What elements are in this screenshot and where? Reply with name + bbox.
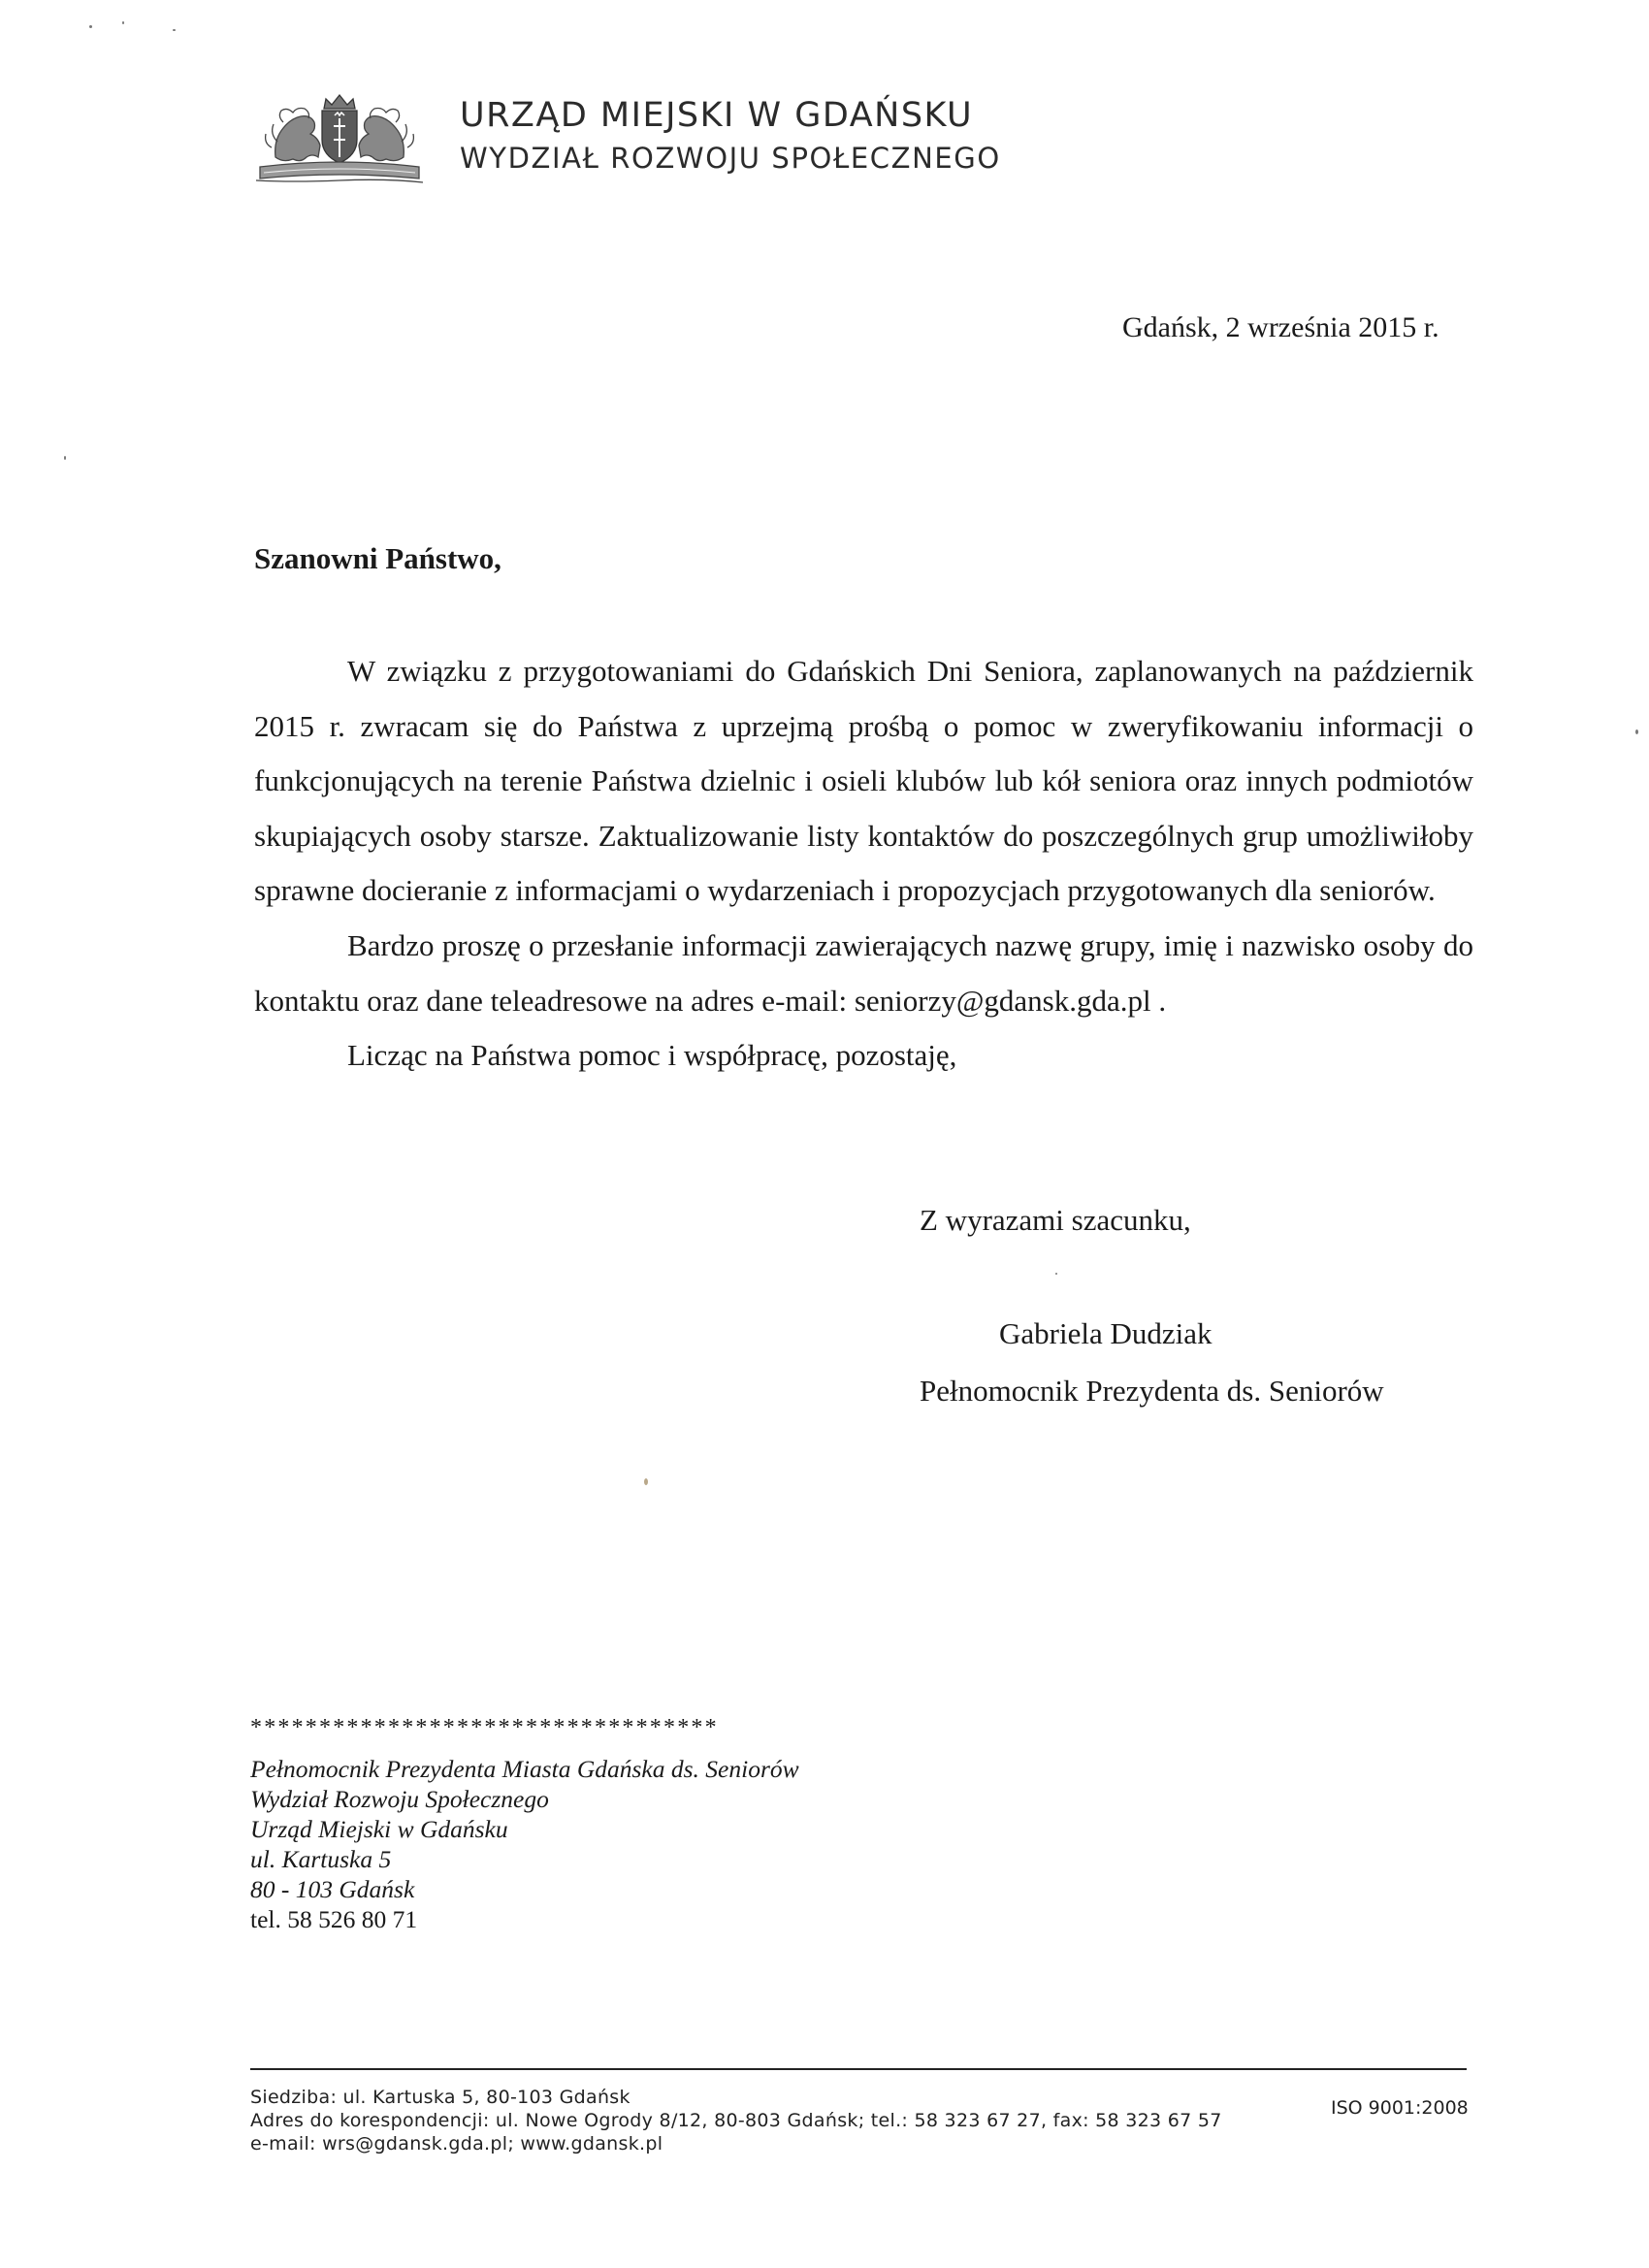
base-footer-correspondence: Adres do korespondencji: ul. Nowe Ogrody 8/12, 80-803 Gdańsk; tel.: 58 323 67 27, fax: 58 323 67 57 <box>250 2110 1222 2131</box>
footer-divider <box>250 2068 1467 2070</box>
body-paragraph-1: W związku z przygotowaniami do Gdańskich Dni Seniora, zaplanowanych na październik 2015 r. zwracam się do Państwa z uprzejmą prośbą o pomoc w zweryfikowaniu informacji o funkcjonujących na terenie Państwa dzielnic i osieli klubów lub kół seniora oraz innych podmiotów skupiających osoby starsze. Zaktualizowanie listy kontaktów do poszczególnych grup umożliwiłoby sprawne docieranie z informacjami o wydarzeniach i propozycjach przygotowanych dla seniorów. <box>254 654 1473 908</box>
body-paragraph-3: Licząc na Państwa pomoc i współpracę, pozostaję, <box>347 1038 957 1073</box>
contact-line-street: ul. Kartuska 5 <box>250 1845 392 1873</box>
base-footer-seat: Siedziba: ul. Kartuska 5, 80-103 Gdańsk <box>250 2087 630 2108</box>
scan-speck <box>89 25 92 28</box>
gdansk-coat-of-arms-icon <box>254 89 425 184</box>
signer-name: Gabriela Dudziak <box>999 1316 1212 1350</box>
scan-speck <box>64 456 66 460</box>
scan-speck <box>1055 1273 1057 1275</box>
contact-line-city: 80 - 103 Gdańsk <box>250 1875 415 1903</box>
scan-speck <box>1635 729 1638 734</box>
letter-date: Gdańsk, 2 września 2015 r. <box>1122 311 1439 343</box>
contact-block <box>250 1754 799 1934</box>
department-name: WYDZIAŁ ROZWOJU SPOŁECZNEGO <box>460 142 1001 175</box>
signer-title: Pełnomocnik Prezydenta ds. Seniorów <box>920 1374 1384 1408</box>
contact-line-office: Pełnomocnik Prezydenta Miasta Gdańska ds. Seniorów <box>250 1755 799 1783</box>
letter-body <box>254 644 1473 1084</box>
base-footer-email: e-mail: wrs@gdansk.gda.pl; www.gdansk.pl <box>250 2133 663 2155</box>
separator-stars: ********************************** <box>250 1715 719 1740</box>
scan-speck <box>122 21 124 24</box>
salutation: Szanowni Państwo, <box>254 541 501 575</box>
contact-line-department: Wydział Rozwoju Społecznego <box>250 1785 549 1813</box>
base-footer <box>250 2086 1222 2155</box>
closing-phrase: Z wyrazami szacunku, <box>920 1203 1191 1237</box>
scan-speck <box>173 29 176 31</box>
body-paragraph-2: Bardzo proszę o przesłanie informacji zawierających nazwę grupy, imię i nazwisko osoby do kontaktu oraz dane teleadresowe na adres e-mail: seniorzy@gdansk.gda.pl . <box>254 927 1473 1018</box>
scan-speck <box>644 1478 648 1485</box>
organization-name: URZĄD MIEJSKI W GDAŃSKU <box>460 96 974 135</box>
contact-line-phone: tel. 58 526 80 71 <box>250 1905 418 1933</box>
organization-header <box>460 93 1001 178</box>
contact-line-institution: Urząd Miejski w Gdańsku <box>250 1815 508 1843</box>
iso-certification: ISO 9001:2008 <box>1331 2097 1469 2119</box>
